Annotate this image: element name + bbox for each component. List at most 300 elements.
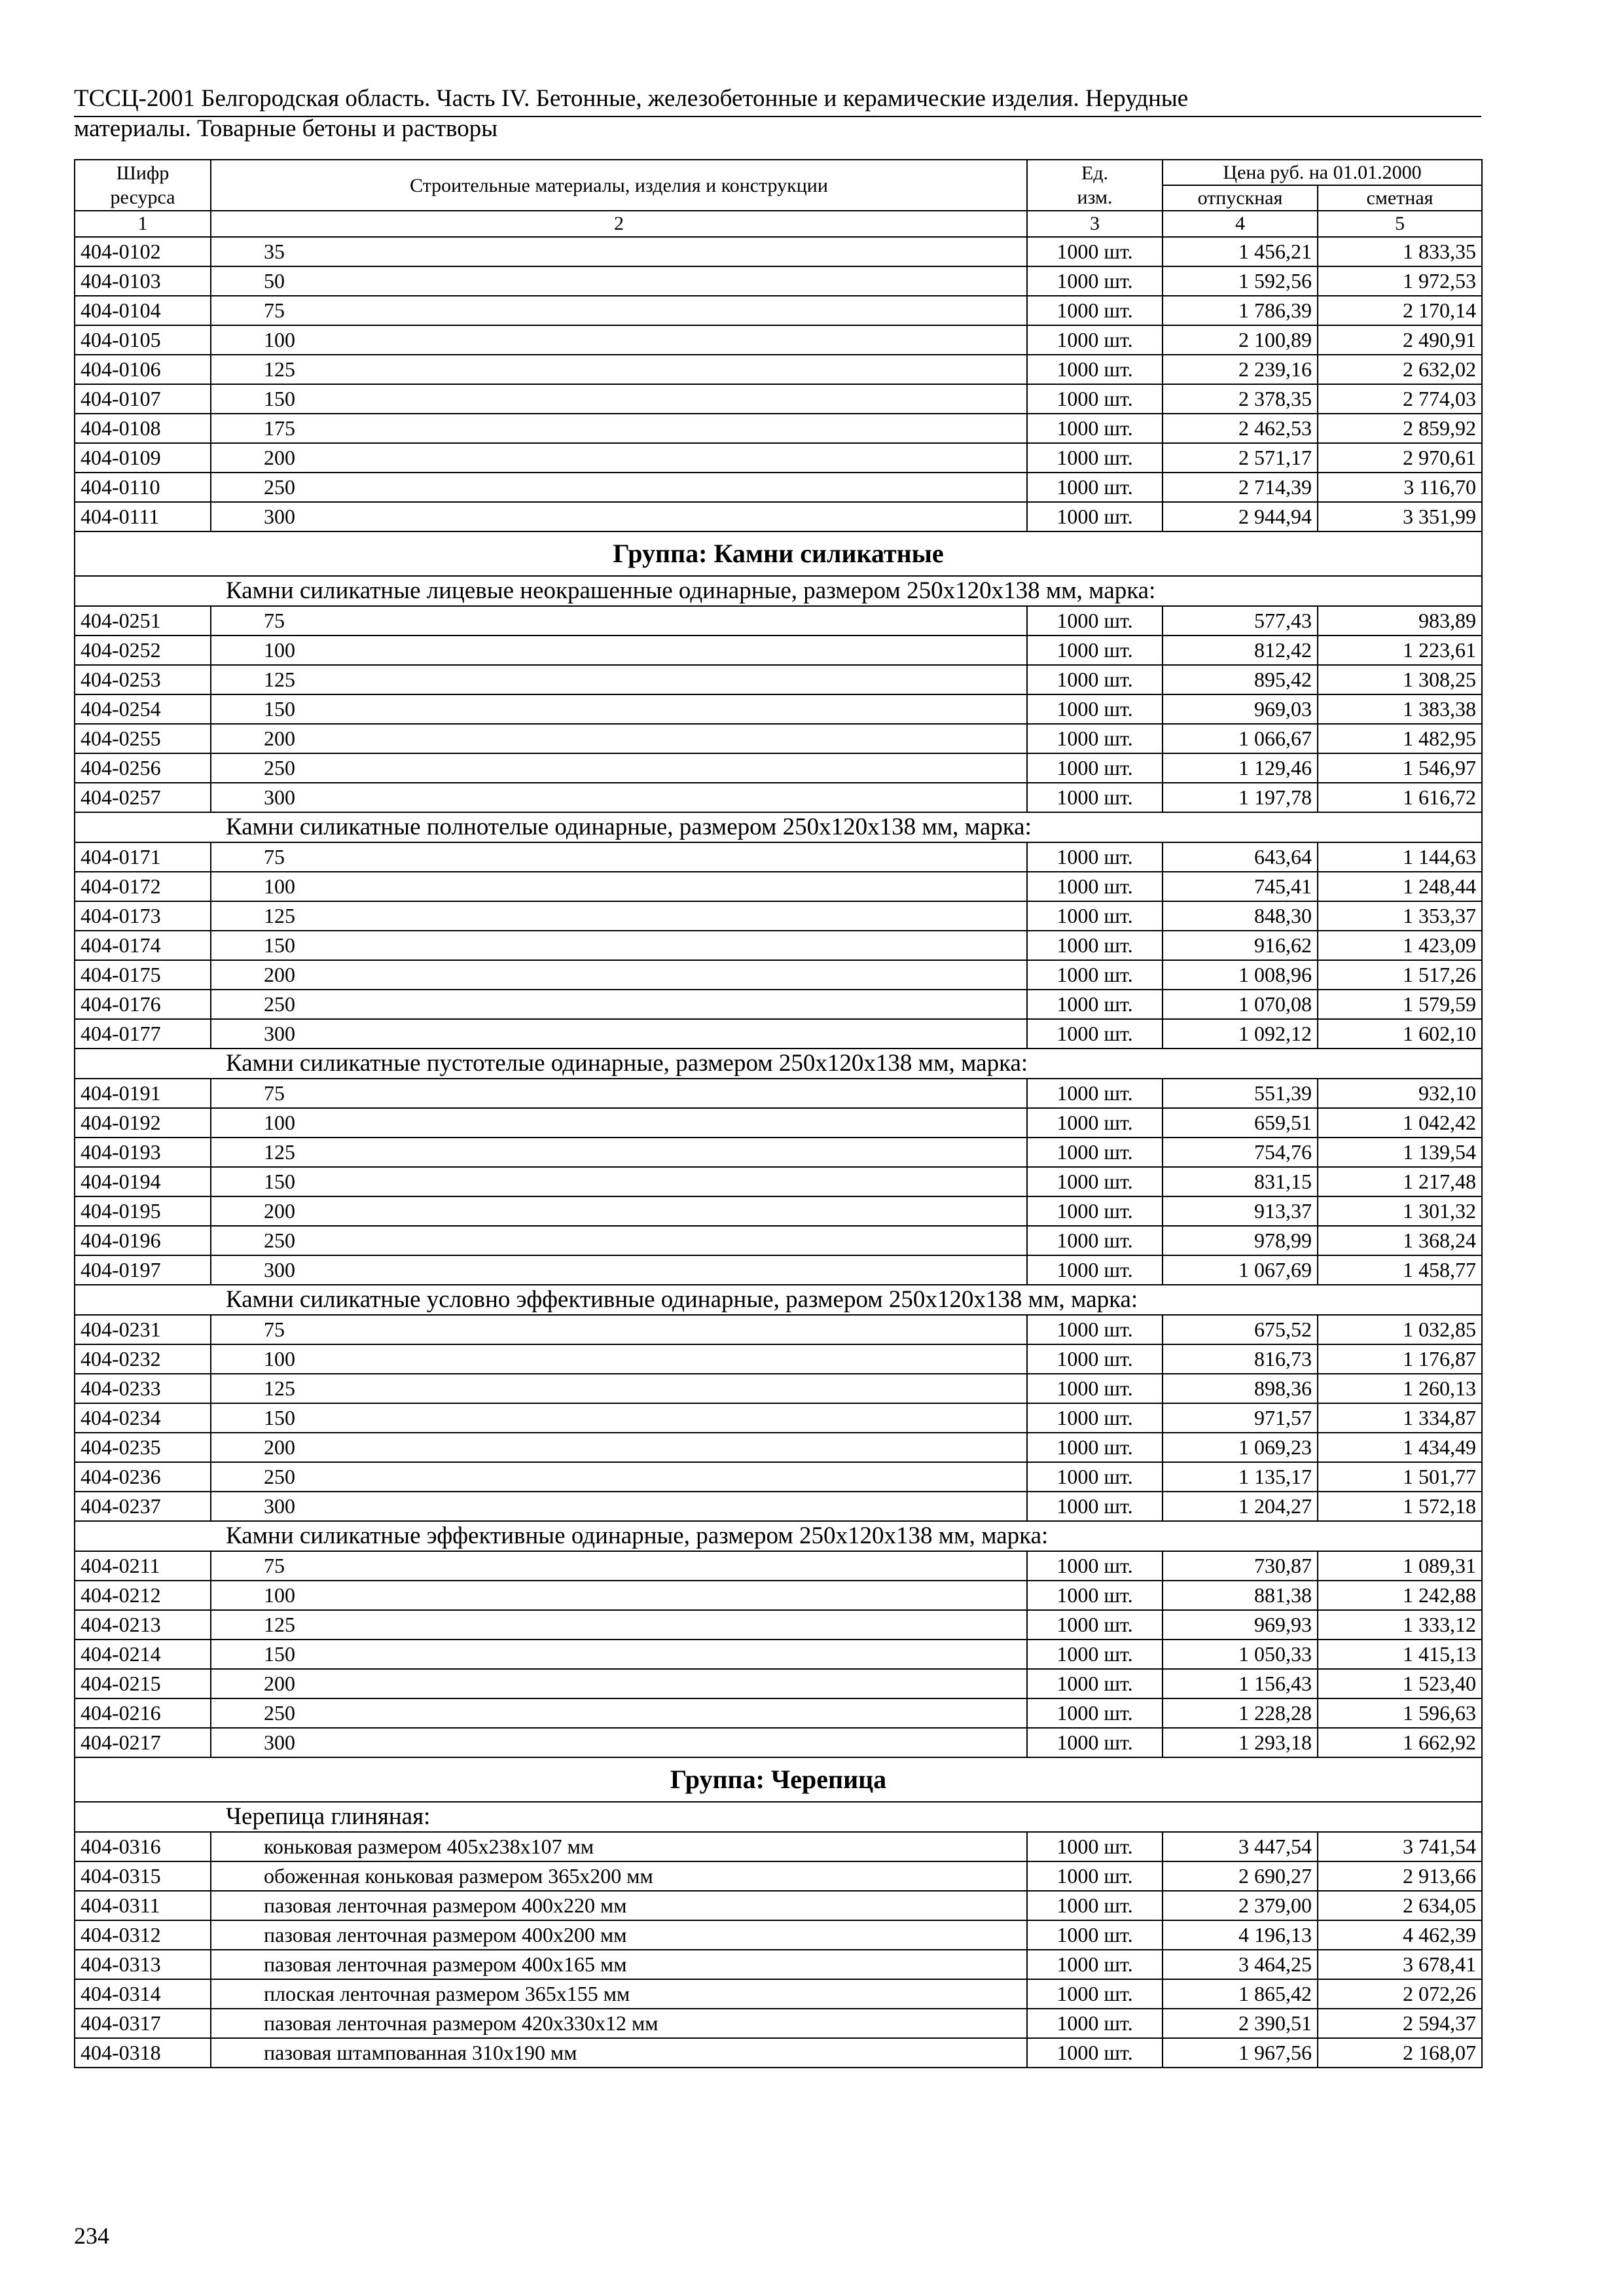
resource-code-cell: 404-0193 <box>75 1138 211 1167</box>
table-row <box>75 901 1482 931</box>
table-row <box>75 2009 1482 2038</box>
table-row <box>75 1861 1482 1891</box>
resource-code-cell: 404-0212 <box>75 1581 211 1610</box>
material-name-cell: 150 <box>211 694 1027 724</box>
header-line-2: материалы. Товарные бетоны и растворы <box>74 115 498 142</box>
estimate-price-cell: 1 458,77 <box>1318 1255 1482 1285</box>
material-name-cell: 100 <box>211 325 1027 355</box>
material-name-cell: 125 <box>211 901 1027 931</box>
estimate-price-cell: 2 594,37 <box>1318 2009 1482 2038</box>
subgroup-heading-row <box>75 1049 1482 1079</box>
subgroup-heading-row <box>75 1521 1482 1551</box>
col-header-code-line-2: ресурса <box>110 187 175 208</box>
resource-code-cell: 404-0192 <box>75 1108 211 1138</box>
unit-cell: 1000 шт. <box>1027 502 1163 531</box>
resource-code-cell: 404-0251 <box>75 606 211 636</box>
material-name-cell: 150 <box>211 1403 1027 1433</box>
unit-cell: 1000 шт. <box>1027 1315 1163 1344</box>
unit-cell: 1000 шт. <box>1027 931 1163 960</box>
table-row <box>75 473 1482 502</box>
release-price-cell: 659,51 <box>1163 1108 1318 1138</box>
resource-code-cell: 404-0214 <box>75 1640 211 1669</box>
resource-code-cell: 404-0312 <box>75 1920 211 1950</box>
col-header-code-line-1: Шифр <box>116 162 170 184</box>
table-row <box>75 1255 1482 1285</box>
release-price-cell: 895,42 <box>1163 665 1318 694</box>
table-row <box>75 502 1482 531</box>
release-price-cell: 1 067,69 <box>1163 1255 1318 1285</box>
material-name-cell: 300 <box>211 1019 1027 1049</box>
table-row <box>75 606 1482 636</box>
subgroup-heading-row <box>75 1802 1482 1832</box>
table-row <box>75 1344 1482 1374</box>
estimate-price-cell: 1 089,31 <box>1318 1551 1482 1581</box>
release-price-cell: 1 092,12 <box>1163 1019 1318 1049</box>
resource-code-cell: 404-0194 <box>75 1167 211 1196</box>
table-row <box>75 1226 1482 1255</box>
resource-code-cell: 404-0235 <box>75 1433 211 1462</box>
unit-cell: 1000 шт. <box>1027 1698 1163 1728</box>
release-price-cell: 3 447,54 <box>1163 1832 1318 1861</box>
resource-code-cell: 404-0175 <box>75 960 211 990</box>
unit-cell: 1000 шт. <box>1027 1196 1163 1226</box>
release-price-cell: 2 944,94 <box>1163 502 1318 531</box>
column-number: 2 <box>211 211 1027 237</box>
material-name-cell: 250 <box>211 1462 1027 1492</box>
unit-cell: 1000 шт. <box>1027 1138 1163 1167</box>
estimate-price-cell: 4 462,39 <box>1318 1920 1482 1950</box>
resource-code-cell: 404-0196 <box>75 1226 211 1255</box>
resource-code-cell: 404-0315 <box>75 1861 211 1891</box>
table-row <box>75 266 1482 296</box>
resource-code-cell: 404-0216 <box>75 1698 211 1728</box>
estimate-price-cell: 1 523,40 <box>1318 1669 1482 1698</box>
resource-code-cell: 404-0111 <box>75 502 211 531</box>
material-name-cell: 250 <box>211 1226 1027 1255</box>
unit-cell: 1000 шт. <box>1027 1255 1163 1285</box>
table-row <box>75 443 1482 473</box>
estimate-price-cell: 1 662,92 <box>1318 1728 1482 1757</box>
table-row <box>75 325 1482 355</box>
table-row <box>75 414 1482 443</box>
material-name-cell: 125 <box>211 1610 1027 1640</box>
estimate-price-cell: 2 632,02 <box>1318 355 1482 384</box>
resource-code-cell: 404-0174 <box>75 931 211 960</box>
resource-code-cell: 404-0311 <box>75 1891 211 1920</box>
unit-cell: 1000 шт. <box>1027 1610 1163 1640</box>
unit-cell: 1000 шт. <box>1027 414 1163 443</box>
estimate-price-cell: 1 223,61 <box>1318 636 1482 665</box>
release-price-cell: 2 571,17 <box>1163 443 1318 473</box>
material-name-cell: обоженная коньковая размером 365х200 мм <box>211 1861 1027 1891</box>
unit-cell: 1000 шт. <box>1027 1226 1163 1255</box>
table-row <box>75 1196 1482 1226</box>
resource-code-cell: 404-0176 <box>75 990 211 1019</box>
table-row <box>75 237 1482 266</box>
estimate-price-cell: 1 616,72 <box>1318 783 1482 812</box>
resource-code-cell: 404-0237 <box>75 1492 211 1521</box>
release-price-cell: 898,36 <box>1163 1374 1318 1403</box>
column-number: 1 <box>75 211 211 237</box>
release-price-cell: 2 379,00 <box>1163 1891 1318 1920</box>
table-row <box>75 931 1482 960</box>
table-row <box>75 296 1482 325</box>
release-price-cell: 971,57 <box>1163 1403 1318 1433</box>
estimate-price-cell: 1 176,87 <box>1318 1344 1482 1374</box>
estimate-price-cell: 1 423,09 <box>1318 931 1482 960</box>
resource-code-cell: 404-0177 <box>75 1019 211 1049</box>
estimate-price-cell: 1 301,32 <box>1318 1196 1482 1226</box>
resource-code-cell: 404-0254 <box>75 694 211 724</box>
unit-cell: 1000 шт. <box>1027 1433 1163 1462</box>
resource-code-cell: 404-0317 <box>75 2009 211 2038</box>
release-price-cell: 730,87 <box>1163 1551 1318 1581</box>
estimate-price-cell: 1 260,13 <box>1318 1374 1482 1403</box>
estimate-price-cell: 1 248,44 <box>1318 872 1482 901</box>
estimate-price-cell: 1 602,10 <box>1318 1019 1482 1049</box>
estimate-price-cell: 2 634,05 <box>1318 1891 1482 1920</box>
release-price-cell: 913,37 <box>1163 1196 1318 1226</box>
material-name-cell: 200 <box>211 724 1027 753</box>
release-price-cell: 577,43 <box>1163 606 1318 636</box>
material-name-cell: 300 <box>211 1492 1027 1521</box>
release-price-cell: 1 069,23 <box>1163 1433 1318 1462</box>
table-row <box>75 1315 1482 1344</box>
col-header-estimate: сметная <box>1318 185 1482 211</box>
table-row <box>75 1138 1482 1167</box>
table-row <box>75 1108 1482 1138</box>
estimate-price-cell: 1 383,38 <box>1318 694 1482 724</box>
group-heading-row <box>75 1757 1482 1802</box>
release-price-cell: 1 865,42 <box>1163 1979 1318 2009</box>
resource-code-cell: 404-0105 <box>75 325 211 355</box>
release-price-cell: 969,93 <box>1163 1610 1318 1640</box>
material-name-cell: 125 <box>211 665 1027 694</box>
release-price-cell: 978,99 <box>1163 1226 1318 1255</box>
estimate-price-cell: 3 678,41 <box>1318 1950 1482 1979</box>
table-row <box>75 665 1482 694</box>
header-line-1: ТССЦ-2001 Белгородская область. Часть IV. Бетонные, железобетонные и керамические изделия. Нерудные <box>74 85 1189 112</box>
estimate-price-cell: 1 579,59 <box>1318 990 1482 1019</box>
estimate-price-cell: 2 490,91 <box>1318 325 1482 355</box>
unit-cell: 1000 шт. <box>1027 1861 1163 1891</box>
release-price-cell: 1 967,56 <box>1163 2038 1318 2068</box>
column-number-row <box>75 211 1482 237</box>
estimate-price-cell: 2 774,03 <box>1318 384 1482 414</box>
material-name-cell: 200 <box>211 1669 1027 1698</box>
estimate-price-cell: 1 517,26 <box>1318 960 1482 990</box>
release-price-cell: 4 196,13 <box>1163 1920 1318 1950</box>
resource-code-cell: 404-0211 <box>75 1551 211 1581</box>
resource-code-cell: 404-0191 <box>75 1079 211 1108</box>
resource-code-cell: 404-0102 <box>75 237 211 266</box>
material-name-cell: 35 <box>211 237 1027 266</box>
release-price-cell: 1 070,08 <box>1163 990 1318 1019</box>
estimate-price-cell: 2 072,26 <box>1318 1979 1482 2009</box>
estimate-price-cell: 1 353,37 <box>1318 901 1482 931</box>
col-header-unit <box>1027 160 1163 211</box>
unit-cell: 1000 шт. <box>1027 694 1163 724</box>
table-row <box>75 1492 1482 1521</box>
release-price-cell: 2 390,51 <box>1163 2009 1318 2038</box>
estimate-price-cell: 2 913,66 <box>1318 1861 1482 1891</box>
unit-cell: 1000 шт. <box>1027 960 1163 990</box>
release-price-cell: 1 197,78 <box>1163 783 1318 812</box>
resource-code-cell: 404-0256 <box>75 753 211 783</box>
unit-cell: 1000 шт. <box>1027 1832 1163 1861</box>
unit-cell: 1000 шт. <box>1027 901 1163 931</box>
resource-code-cell: 404-0172 <box>75 872 211 901</box>
unit-cell: 1000 шт. <box>1027 1581 1163 1610</box>
resource-code-cell: 404-0103 <box>75 266 211 296</box>
estimate-price-cell: 1 572,18 <box>1318 1492 1482 1521</box>
release-price-cell: 1 008,96 <box>1163 960 1318 990</box>
release-price-cell: 812,42 <box>1163 636 1318 665</box>
material-name-cell: пазовая штампованная 310х190 мм <box>211 2038 1027 2068</box>
estimate-price-cell: 1 501,77 <box>1318 1462 1482 1492</box>
release-price-cell: 881,38 <box>1163 1581 1318 1610</box>
unit-cell: 1000 шт. <box>1027 1374 1163 1403</box>
unit-cell: 1000 шт. <box>1027 1108 1163 1138</box>
material-name-cell: плоская ленточная размером 365х155 мм <box>211 1979 1027 2009</box>
table-row <box>75 355 1482 384</box>
release-price-cell: 643,64 <box>1163 842 1318 872</box>
resource-code-cell: 404-0106 <box>75 355 211 384</box>
unit-cell: 1000 шт. <box>1027 1344 1163 1374</box>
estimate-price-cell: 1 833,35 <box>1318 237 1482 266</box>
resource-code-cell: 404-0213 <box>75 1610 211 1640</box>
table-row <box>75 783 1482 812</box>
release-price-cell: 1 156,43 <box>1163 1669 1318 1698</box>
resource-code-cell: 404-0252 <box>75 636 211 665</box>
material-name-cell: 200 <box>211 1433 1027 1462</box>
col-header-unit-line-2: изм. <box>1077 187 1113 208</box>
subgroup-heading: Камни силикатные полнотелые одинарные, размером 250х120х138 мм, марка: <box>75 812 1482 842</box>
estimate-price-cell: 932,10 <box>1318 1079 1482 1108</box>
col-header-code <box>75 160 211 211</box>
estimate-price-cell: 2 168,07 <box>1318 2038 1482 2068</box>
estimate-price-cell: 1 032,85 <box>1318 1315 1482 1344</box>
unit-cell: 1000 шт. <box>1027 1079 1163 1108</box>
material-name-cell: 300 <box>211 783 1027 812</box>
col-header-unit-line-1: Ед. <box>1081 162 1109 184</box>
unit-cell: 1000 шт. <box>1027 1492 1163 1521</box>
subgroup-heading: Черепица глиняная: <box>75 1802 1482 1832</box>
estimate-price-cell: 1 596,63 <box>1318 1698 1482 1728</box>
table-row <box>75 1920 1482 1950</box>
release-price-cell: 1 456,21 <box>1163 237 1318 266</box>
material-name-cell: пазовая ленточная размером 400х220 мм <box>211 1891 1027 1920</box>
release-price-cell: 754,76 <box>1163 1138 1318 1167</box>
resource-code-cell: 404-0108 <box>75 414 211 443</box>
table-row <box>75 1832 1482 1861</box>
estimate-price-cell: 1 434,49 <box>1318 1433 1482 1462</box>
unit-cell: 1000 шт. <box>1027 296 1163 325</box>
table-row <box>75 1979 1482 2009</box>
resource-code-cell: 404-0110 <box>75 473 211 502</box>
unit-cell: 1000 шт. <box>1027 1920 1163 1950</box>
unit-cell: 1000 шт. <box>1027 1728 1163 1757</box>
material-name-cell: 300 <box>211 1728 1027 1757</box>
unit-cell: 1000 шт. <box>1027 990 1163 1019</box>
group-heading: Группа: Камни силикатные <box>75 531 1482 576</box>
unit-cell: 1000 шт. <box>1027 473 1163 502</box>
estimate-price-cell: 1 368,24 <box>1318 1226 1482 1255</box>
material-name-cell: 250 <box>211 1698 1027 1728</box>
table-row <box>75 1433 1482 1462</box>
release-price-cell: 1 293,18 <box>1163 1728 1318 1757</box>
price-table <box>74 159 1483 2068</box>
estimate-price-cell: 2 170,14 <box>1318 296 1482 325</box>
subgroup-heading-row <box>75 576 1482 606</box>
page-number: 234 <box>74 2223 109 2249</box>
release-price-cell: 1 050,33 <box>1163 1640 1318 1669</box>
unit-cell: 1000 шт. <box>1027 1891 1163 1920</box>
material-name-cell: 100 <box>211 872 1027 901</box>
material-name-cell: 100 <box>211 1344 1027 1374</box>
column-number: 4 <box>1163 211 1318 237</box>
material-name-cell: 150 <box>211 1167 1027 1196</box>
material-name-cell: 75 <box>211 296 1027 325</box>
release-price-cell: 1 228,28 <box>1163 1698 1318 1728</box>
resource-code-cell: 404-0234 <box>75 1403 211 1433</box>
resource-code-cell: 404-0107 <box>75 384 211 414</box>
estimate-price-cell: 3 116,70 <box>1318 473 1482 502</box>
estimate-price-cell: 1 308,25 <box>1318 665 1482 694</box>
release-price-cell: 969,03 <box>1163 694 1318 724</box>
table-row <box>75 1950 1482 1979</box>
material-name-cell: 200 <box>211 960 1027 990</box>
table-row <box>75 1891 1482 1920</box>
resource-code-cell: 404-0217 <box>75 1728 211 1757</box>
material-name-cell: 300 <box>211 502 1027 531</box>
unit-cell: 1000 шт. <box>1027 1979 1163 2009</box>
estimate-price-cell: 1 546,97 <box>1318 753 1482 783</box>
estimate-price-cell: 1 139,54 <box>1318 1138 1482 1167</box>
unit-cell: 1000 шт. <box>1027 237 1163 266</box>
table-row <box>75 1167 1482 1196</box>
material-name-cell: пазовая ленточная размером 400х200 мм <box>211 1920 1027 1950</box>
table-row <box>75 1551 1482 1581</box>
material-name-cell: 100 <box>211 636 1027 665</box>
table-row <box>75 1079 1482 1108</box>
unit-cell: 1000 шт. <box>1027 842 1163 872</box>
table-row <box>75 1019 1482 1049</box>
material-name-cell: 75 <box>211 606 1027 636</box>
release-price-cell: 1 786,39 <box>1163 296 1318 325</box>
group-heading-row <box>75 531 1482 576</box>
resource-code-cell: 404-0253 <box>75 665 211 694</box>
unit-cell: 1000 шт. <box>1027 1462 1163 1492</box>
table-row <box>75 1669 1482 1698</box>
price-table-body <box>75 160 1482 2068</box>
unit-cell: 1000 шт. <box>1027 384 1163 414</box>
unit-cell: 1000 шт. <box>1027 1551 1163 1581</box>
release-price-cell: 1 135,17 <box>1163 1462 1318 1492</box>
estimate-price-cell: 1 042,42 <box>1318 1108 1482 1138</box>
unit-cell: 1000 шт. <box>1027 665 1163 694</box>
table-row <box>75 753 1482 783</box>
estimate-price-cell: 1 217,48 <box>1318 1167 1482 1196</box>
resource-code-cell: 404-0173 <box>75 901 211 931</box>
resource-code-cell: 404-0318 <box>75 2038 211 2068</box>
estimate-price-cell: 3 741,54 <box>1318 1832 1482 1861</box>
unit-cell: 1000 шт. <box>1027 355 1163 384</box>
resource-code-cell: 404-0257 <box>75 783 211 812</box>
unit-cell: 1000 шт. <box>1027 1403 1163 1433</box>
table-row <box>75 872 1482 901</box>
table-row <box>75 694 1482 724</box>
material-name-cell: 75 <box>211 1315 1027 1344</box>
resource-code-cell: 404-0231 <box>75 1315 211 1344</box>
estimate-price-cell: 1 333,12 <box>1318 1610 1482 1640</box>
table-row <box>75 2038 1482 2068</box>
unit-cell: 1000 шт. <box>1027 606 1163 636</box>
release-price-cell: 1 129,46 <box>1163 753 1318 783</box>
resource-code-cell: 404-0316 <box>75 1832 211 1861</box>
table-row <box>75 842 1482 872</box>
unit-cell: 1000 шт. <box>1027 325 1163 355</box>
table-row <box>75 724 1482 753</box>
release-price-cell: 848,30 <box>1163 901 1318 931</box>
material-name-cell: пазовая ленточная размером 420х330х12 мм <box>211 2009 1027 2038</box>
col-header-release: отпускная <box>1163 185 1318 211</box>
unit-cell: 1000 шт. <box>1027 783 1163 812</box>
estimate-price-cell: 1 334,87 <box>1318 1403 1482 1433</box>
resource-code-cell: 404-0255 <box>75 724 211 753</box>
material-name-cell: 200 <box>211 1196 1027 1226</box>
resource-code-cell: 404-0314 <box>75 1979 211 2009</box>
table-row <box>75 1640 1482 1669</box>
table-row <box>75 1728 1482 1757</box>
release-price-cell: 2 100,89 <box>1163 325 1318 355</box>
unit-cell: 1000 шт. <box>1027 1640 1163 1669</box>
estimate-price-cell: 1 482,95 <box>1318 724 1482 753</box>
table-row <box>75 990 1482 1019</box>
unit-cell: 1000 шт. <box>1027 636 1163 665</box>
table-header-row-1 <box>75 160 1482 185</box>
estimate-price-cell: 1 242,88 <box>1318 1581 1482 1610</box>
estimate-price-cell: 3 351,99 <box>1318 502 1482 531</box>
material-name-cell: 200 <box>211 443 1027 473</box>
resource-code-cell: 404-0233 <box>75 1374 211 1403</box>
material-name-cell: 75 <box>211 1079 1027 1108</box>
table-row <box>75 1581 1482 1610</box>
release-price-cell: 2 714,39 <box>1163 473 1318 502</box>
resource-code-cell: 404-0232 <box>75 1344 211 1374</box>
table-row <box>75 1462 1482 1492</box>
unit-cell: 1000 шт. <box>1027 1669 1163 1698</box>
material-name-cell: 150 <box>211 384 1027 414</box>
unit-cell: 1000 шт. <box>1027 753 1163 783</box>
estimate-price-cell: 2 970,61 <box>1318 443 1482 473</box>
resource-code-cell: 404-0195 <box>75 1196 211 1226</box>
release-price-cell: 1 204,27 <box>1163 1492 1318 1521</box>
release-price-cell: 916,62 <box>1163 931 1318 960</box>
group-heading: Группа: Черепица <box>75 1757 1482 1802</box>
column-number: 5 <box>1318 211 1482 237</box>
unit-cell: 1000 шт. <box>1027 1950 1163 1979</box>
material-name-cell: 125 <box>211 1374 1027 1403</box>
material-name-cell: 250 <box>211 473 1027 502</box>
table-row <box>75 1403 1482 1433</box>
subgroup-heading: Камни силикатные лицевые неокрашенные одинарные, размером 250х120х138 мм, марка: <box>75 576 1482 606</box>
resource-code-cell: 404-0109 <box>75 443 211 473</box>
subgroup-heading-row <box>75 812 1482 842</box>
header-rule <box>74 116 1481 117</box>
unit-cell: 1000 шт. <box>1027 872 1163 901</box>
unit-cell: 1000 шт. <box>1027 2038 1163 2068</box>
